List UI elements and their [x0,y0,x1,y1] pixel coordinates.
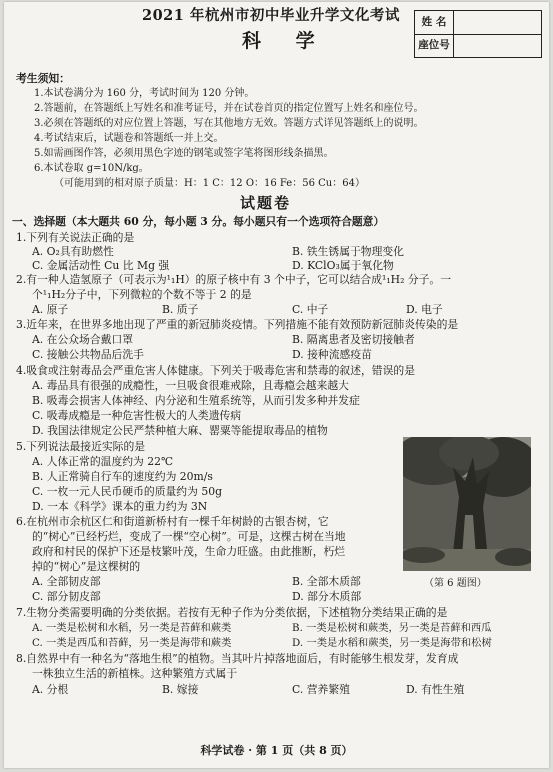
ginkgo-tree-image [403,437,531,571]
q6-option-a[interactable]: A. 全部韧皮部 [32,575,101,588]
q4-option-a[interactable]: A. 毒品具有很强的成瘾性，一旦吸食很难戒除，且毒瘾会越来越大 [32,379,349,392]
q8-option-b[interactable]: B. 嫁接 [162,683,199,696]
q8-option-c[interactable]: C. 营养繁殖 [292,683,350,696]
q1-option-b[interactable]: B. 铁生锈属于物理变化 [292,245,404,258]
q2-option-c[interactable]: C. 中子 [292,303,329,316]
seat-label: 座位号 [415,34,454,57]
q1-option-c[interactable]: C. 金属活动性 Cu 比 Mg 强 [32,259,170,272]
q3-option-d[interactable]: D. 接种流感疫苗 [292,348,372,361]
q7-option-d[interactable]: D. 一类是水稻和蕨类，另一类是海带和松树 [292,637,492,649]
section-intro: 一、选择题（本大题共 60 分，每小题 3 分。每小题只有一个选项符合题意） [12,215,385,228]
q8-stem-line-2: 一株独立生活的新植株。这种繁殖方式属于 [32,667,238,680]
q6-option-c[interactable]: C. 部分韧皮部 [32,590,101,603]
q8-stem-line-1: 8.自然界中有一种名为“落地生根”的植物。当其叶片掉落地面后，有时能够生根发芽，发育成 [16,652,459,665]
q8-option-a[interactable]: A. 分根 [32,683,69,696]
q5-option-a[interactable]: A. 人体正常的温度约为 22℃ [32,455,174,468]
notice-item-2: 2.答题前，在答题纸上写姓名和准考证号，并在试卷首页的指定位置写上姓名和座位号。 [34,103,424,114]
q6-stem-line-4: 掉的“树心”是这棵树的 [32,560,141,573]
q4-option-c[interactable]: C. 吸毒成瘾是一种危害性极大的人类遗传病 [32,409,242,422]
seat-row[interactable] [415,34,541,57]
q4-option-b[interactable]: B. 吸毒会损害人体神经、内分泌和生殖系统等，从而引发多种并发症 [32,394,360,407]
section-title: 试题卷 [240,194,292,212]
q1-stem: 1.下列有关说法正确的是 [16,231,135,244]
q3-option-b[interactable]: B. 隔离患者及密切接触者 [292,333,415,346]
q6-option-b[interactable]: B. 全部木质部 [292,575,361,588]
subject-title: 科 学 [242,30,329,52]
q3-stem: 3.近年来，在世界多地出现了严重的新冠肺炎疫情。下列措施不能有效预防新冠肺炎传染的是 [16,318,459,331]
q7-option-c[interactable]: C. 一类是西瓜和苔藓，另一类是海带和蕨类 [32,637,232,649]
notice-item-1: 1.本试卷满分为 160 分，考试时间为 120 分钟。 [34,88,255,99]
q5-option-c[interactable]: C. 一枚一元人民币硬币的质量约为 50g [32,485,222,498]
q1-option-a[interactable]: A. O₂具有助燃性 [32,245,114,258]
q4-option-d[interactable]: D. 我国法律规定公民严禁种植大麻、罂粟等能提取毒品的植物 [32,424,328,437]
q3-option-a[interactable]: A. 在公众场合戴口罩 [32,333,134,346]
q6-stem-line-3: 政府和村民的保护下还是枝繁叶茂，生命力旺盛。由此推断，朽烂 [32,545,346,558]
name-row[interactable] [415,11,541,35]
q8-option-d[interactable]: D. 有性生殖 [406,683,465,696]
q2-stem-line-1: 2.有一种人造氢原子（可表示为¹₁H）的原子核中有 3 个中子，它可以结合成¹₁H₂ 分子。一 [16,273,452,286]
q6-figure-caption: （第 6 题图） [424,578,487,589]
notice-atomic-masses: （可能用到的相对原子质量：H：1 C：12 O：16 Fe：56 Cu：64） [54,178,365,189]
notice-heading: 考生须知： [16,72,70,85]
notice-item-6: 6.本试卷取 g=10N/kg。 [34,163,149,174]
q4-stem: 4.吸食或注射毒品会严重危害人体健康。下列关于吸毒危害和禁毒的叙述，错误的是 [16,364,415,377]
q5-option-b[interactable]: B. 人正常骑自行车的速度约为 20m/s [32,470,213,483]
q7-option-a[interactable]: A. 一类是松树和水稻，另一类是苔藓和蕨类 [32,622,232,634]
notice-item-5: 5.如需画图作答，必须用黑色字迹的钢笔或签字笔将图形线条描黑。 [34,148,334,159]
notice-item-4: 4.考试结束后，试题卷和答题纸一并上交。 [34,133,224,144]
q2-stem-line-2: 个¹₁H₂分子中，下列微粒的个数不等于 2 的是 [32,288,252,301]
q2-option-d[interactable]: D. 电子 [406,303,443,316]
q1-option-d[interactable]: D. KClO₃属于氧化物 [292,259,394,272]
exam-title: 2021 年杭州市初中毕业升学文化考试 [142,7,400,24]
name-seat-box [414,10,542,58]
page-footer: 科学试卷 · 第 1 页（共 8 页） [200,744,353,757]
q5-stem: 5.下列说法最接近实际的是 [16,440,146,453]
q3-option-c[interactable]: C. 接触公共物品后洗手 [32,348,144,361]
q2-option-b[interactable]: B. 质子 [162,303,199,316]
q6-stem-line-2: 的“树心”已经朽烂，变成了一棵“空心树”。可是，这棵古树在当地 [32,530,346,543]
q7-stem: 7.生物分类需要明确的分类依据。若按有无种子作为分类依据，下述植物分类结果正确的是 [16,606,448,619]
q2-option-a[interactable]: A. 原子 [32,303,69,316]
notice-item-3: 3.必须在答题纸的对应位置上答题，写在其他地方无效。答题方式详见答题纸上的说明。 [34,118,424,129]
q7-option-b[interactable]: B. 一类是松树和蕨类，另一类是苔藓和西瓜 [292,622,492,634]
q6-option-d[interactable]: D. 部分木质部 [292,590,362,603]
name-label: 姓 名 [415,11,454,34]
q6-stem-line-1: 6.在杭州市余杭区仁和街道新桥村有一棵千年树龄的古银杏树，它 [16,515,329,528]
q6-tree-photo [403,437,531,571]
q5-option-d[interactable]: D. 一本《科学》课本的重力约为 3N [32,500,208,513]
exam-page [4,2,549,768]
